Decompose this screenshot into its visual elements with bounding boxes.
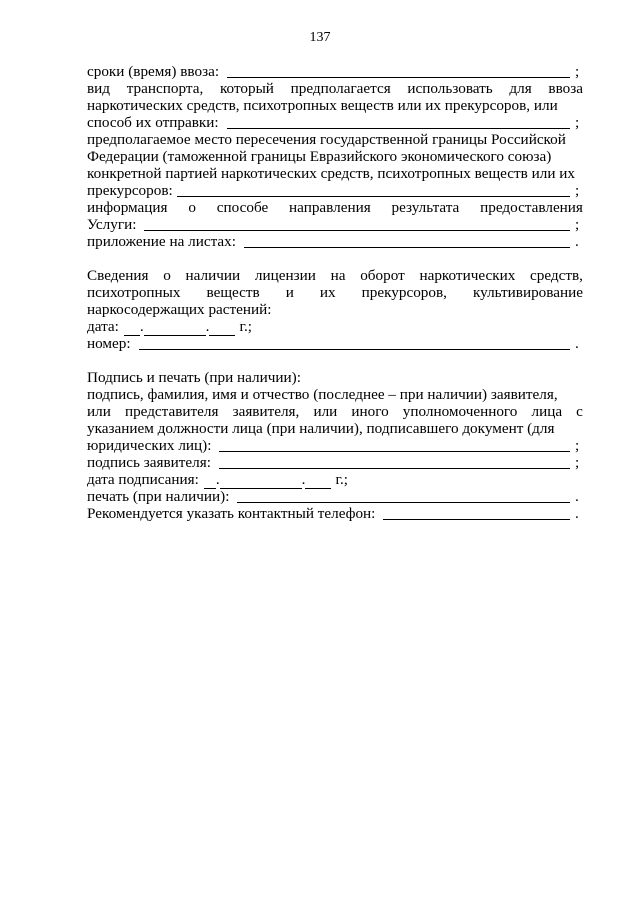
border-crossing-row: прекурсоров: ; (87, 182, 580, 199)
border-crossing-field[interactable] (177, 195, 570, 197)
license-date-month-field[interactable] (144, 323, 206, 336)
border-line-2: Федерации (таможенной границы Евразийского экономического союза) (87, 148, 552, 165)
contact-phone-row: Рекомендуется указать контактный телефон: . (87, 505, 579, 522)
import-dates-field[interactable] (227, 76, 570, 78)
signing-date-row: дата подписания: . . г.; (87, 471, 348, 488)
form-body (87, 64, 583, 523)
border-line-1: предполагаемое место пересечения государственной границы Российской (87, 131, 566, 148)
contact-phone-field[interactable] (383, 518, 570, 520)
license-number-row: номер: . (87, 335, 579, 352)
license-date-label: дата: (87, 318, 119, 335)
info-line-1: информация о способе направления результата предоставления (87, 199, 583, 216)
seal-row: печать (при наличии): . (87, 488, 579, 505)
signing-date-label: дата подписания: (87, 471, 199, 488)
contact-phone-label: Рекомендуется указать контактный телефон: (87, 505, 376, 522)
signature-line-3: указанием должности лица (при наличии), подписавшего документ (для (87, 420, 555, 437)
license-line-2: психотропных веществ и их прекурсоров, культивирование (87, 284, 583, 301)
shipping-method-field[interactable] (227, 127, 570, 129)
seal-label: печать (при наличии): (87, 488, 230, 505)
signature-line-1: подпись, фамилия, имя и отчество (последнее – при наличии) заявителя, (87, 386, 558, 403)
license-line-1: Сведения о наличии лицензии на оборот наркотических средств, (87, 267, 583, 284)
transport-line-1: вид транспорта, который предполагается использовать для ввоза (87, 80, 583, 97)
result-delivery-field[interactable] (144, 229, 570, 231)
applicant-signature-field[interactable] (219, 467, 570, 469)
legal-entity-signature-label: юридических лиц): (87, 437, 212, 454)
result-delivery-label: Услуги: (87, 216, 137, 233)
license-line-3: наркосодержащих растений: (87, 301, 272, 318)
border-line-3: конкретной партией наркотических средств, психотропных веществ или их (87, 165, 575, 182)
applicant-signature-label: подпись заявителя: (87, 454, 211, 471)
result-delivery-row: Услуги: ; (87, 216, 580, 233)
attachment-row: приложение на листах: . (87, 233, 579, 250)
import-dates-label: сроки (время) ввоза: (87, 63, 220, 80)
license-date-row: дата: . . г.; (87, 318, 252, 335)
applicant-signature-row: подпись заявителя: ; (87, 454, 580, 471)
license-date-year-field[interactable] (209, 323, 235, 336)
shipping-method-row: способ их отправки: ; (87, 114, 580, 131)
signing-date-month-field[interactable] (220, 476, 302, 489)
signature-line-2: или представителя заявителя, или иного уполномоченного лица с (87, 403, 583, 420)
legal-entity-signature-field[interactable] (219, 450, 570, 452)
legal-entity-signature-row: юридических лиц): ; (87, 437, 580, 454)
signing-date-year-field[interactable] (305, 476, 331, 489)
page-number: 137 (309, 30, 331, 45)
seal-field[interactable] (237, 501, 570, 503)
attachment-field[interactable] (244, 246, 570, 248)
shipping-method-label: способ их отправки: (87, 114, 219, 131)
attachment-label: приложение на листах: (87, 233, 236, 250)
import-dates-row: сроки (время) ввоза: ; (87, 63, 580, 80)
transport-line-2: наркотических средств, психотропных веществ или их прекурсоров, или (87, 97, 558, 114)
license-number-field[interactable] (139, 348, 570, 350)
signature-heading: Подпись и печать (при наличии): (87, 369, 301, 386)
border-crossing-label: прекурсоров: (87, 182, 173, 199)
license-number-label: номер: (87, 335, 131, 352)
